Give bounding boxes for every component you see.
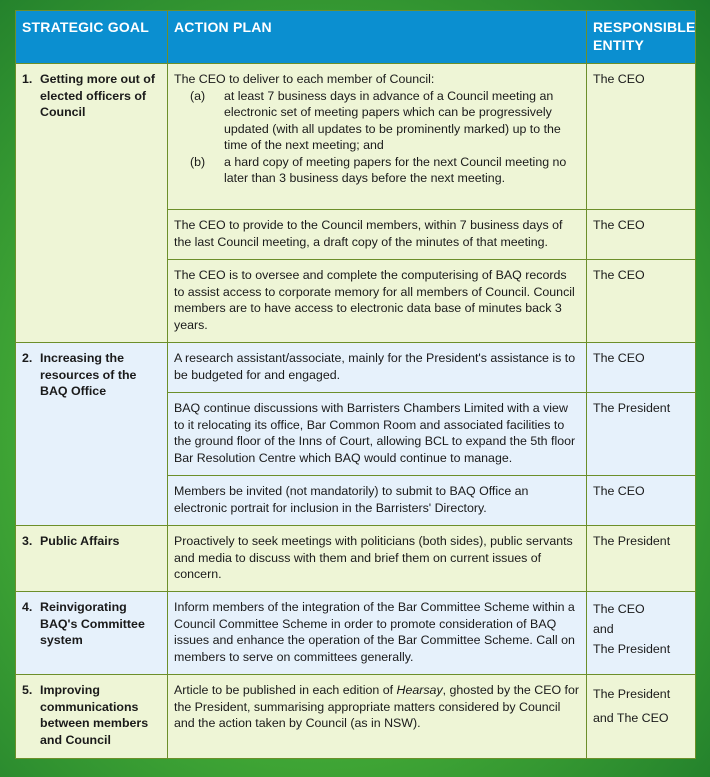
- header-responsible-entity: [587, 11, 696, 64]
- strategic-plan-table: [15, 10, 696, 759]
- header-row: [16, 11, 696, 64]
- entity-line: and The CEO: [593, 711, 669, 725]
- action-cell: BAQ continue discussions with Barristers Chambers Limited with a view to it relocating its office, Bar Common Room and associated facilities to the ground floor of the Inns of Court, allowing BCL to expand the 5th floor Bar Resolution Centre which BAQ would continue to manage.: [168, 393, 587, 476]
- goal-number: 4.: [22, 600, 33, 614]
- subitem-text: a hard copy of meeting papers for the next Council meeting no later than 3 business days before the next meeting.: [224, 154, 567, 185]
- action-cell: The CEO is to oversee and complete the computerising of BAQ records to assist access to corporate memory for all members of Council. Council members are to have access to electronic data base of minutes back 3 years.: [168, 260, 587, 343]
- publication-title: Hearsay: [396, 683, 443, 697]
- header-action-plan: ACTION PLAN: [168, 11, 587, 64]
- table-row: [16, 526, 696, 592]
- action-cell: Members be invited (not mandatorily) to submit to BAQ Office an electronic portrait for inclusion in the Barristers' Directory.: [168, 476, 587, 526]
- entity-cell: The CEO: [587, 210, 696, 260]
- entity-line: The President: [593, 642, 671, 656]
- header-strategic-goal: STRATEGIC GOAL: [16, 11, 168, 64]
- header-entity-line2: ENTITY: [593, 37, 644, 53]
- goal-number: 5.: [22, 683, 33, 697]
- action-cell: [168, 64, 587, 210]
- goal-title: Getting more out of elected officers of Council: [40, 72, 155, 119]
- action-cell: Inform members of the integration of the Bar Committee Scheme within a Council Committee Scheme in order to promote consideration of BAQ issues and enhance the operation of the Bar Committee Scheme. Call on members to serve on committees generally.: [168, 592, 587, 675]
- action-subitem-b: [190, 154, 580, 187]
- action-cell: Proactively to seek meetings with politicians (both sides), public servants and media to discuss with them and brief them on current issues of concern.: [168, 526, 587, 592]
- entity-line: and: [593, 622, 614, 636]
- table-row: [16, 64, 696, 210]
- entity-cell: The President: [587, 393, 696, 476]
- strategic-plan-table-wrapper: [15, 10, 695, 759]
- goal-cell-1: [16, 64, 168, 343]
- goal-number: 2.: [22, 351, 33, 365]
- action-text-after: , ghosted by the CEO for the President, summarising appropriate matters considered by Council and the action taken by Council (as in NSW).: [174, 683, 580, 730]
- subitem-text: at least 7 business days in advance of a Council meeting an electronic set of meeting papers which can be progressively updated (with all updates to be prominently marked) up to the time of the next meeting; and: [224, 88, 561, 152]
- goal-cell-2: [16, 343, 168, 526]
- entity-cell: The CEO: [587, 260, 696, 343]
- header-entity-line1: RESPONSIBLE: [593, 19, 696, 35]
- goal-number: 1.: [22, 72, 33, 86]
- action-cell: A research assistant/associate, mainly for the President's assistance is to be budgeted for and engaged.: [168, 343, 587, 393]
- entity-line: The President: [593, 687, 671, 701]
- action-cell: The CEO to provide to the Council members, within 7 business days of the last Council meeting, a draft copy of the minutes of that meeting.: [168, 210, 587, 260]
- action-cell: [168, 675, 587, 759]
- goal-cell-4: [16, 592, 168, 675]
- entity-cell: [587, 592, 696, 675]
- entity-line: The CEO: [593, 602, 645, 616]
- subitem-label: (b): [190, 154, 206, 169]
- goal-number: 3.: [22, 534, 33, 548]
- entity-cell: The President: [587, 526, 696, 592]
- entity-cell: The CEO: [587, 476, 696, 526]
- entity-cell: The CEO: [587, 64, 696, 210]
- goal-title: Improving communications between members and Council: [40, 683, 149, 747]
- table-row: [16, 592, 696, 675]
- entity-cell: [587, 675, 696, 759]
- goal-title: Reinvigorating BAQ's Committee system: [40, 600, 145, 647]
- goal-cell-5: [16, 675, 168, 759]
- subitem-label: (a): [190, 88, 206, 103]
- table-row: [16, 675, 696, 759]
- table-row: [16, 343, 696, 393]
- goal-cell-3: [16, 526, 168, 592]
- goal-title: Increasing the resources of the BAQ Office: [40, 351, 137, 398]
- entity-cell: The CEO: [587, 343, 696, 393]
- goal-title: Public Affairs: [40, 534, 120, 548]
- action-subitem-a: [190, 88, 580, 154]
- action-text-before: Article to be published in each edition of: [174, 683, 397, 697]
- action-intro: The CEO to deliver to each member of Council:: [174, 72, 435, 86]
